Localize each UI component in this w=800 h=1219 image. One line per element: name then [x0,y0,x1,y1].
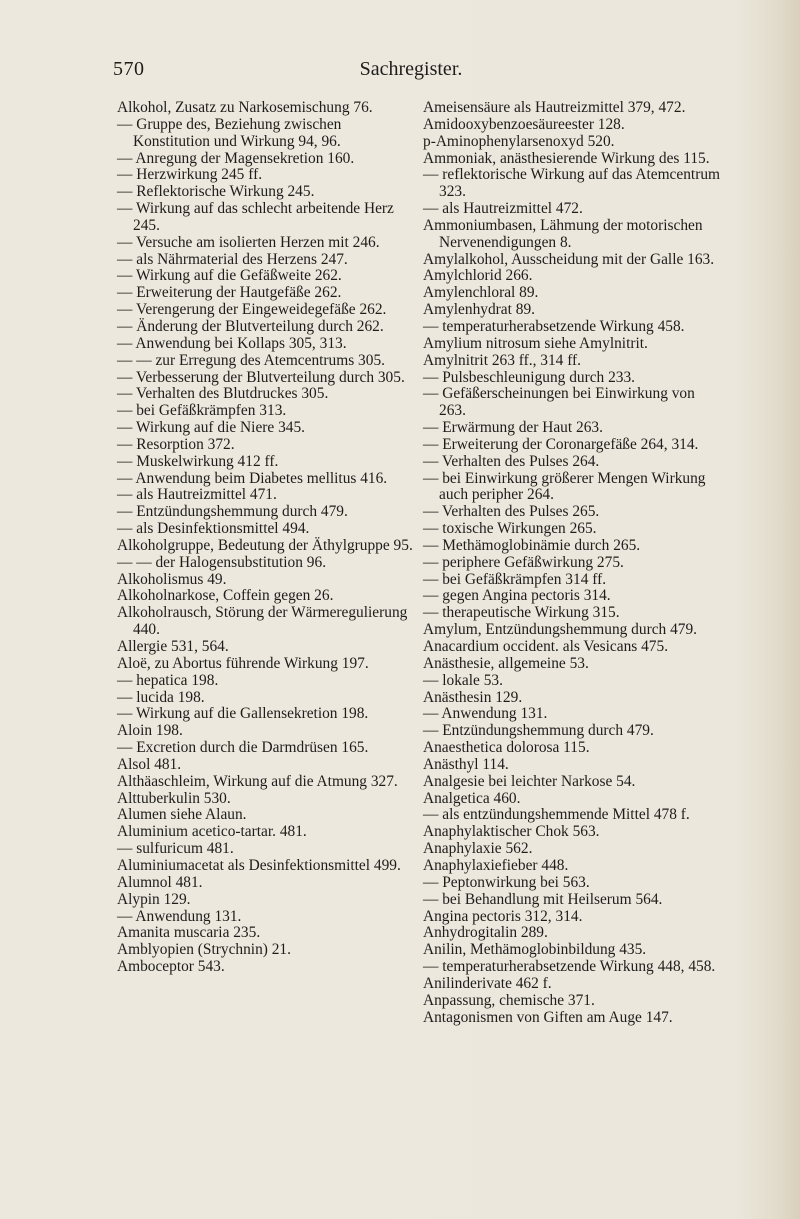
index-entry: Amblyopien (Strychnin) 21. [117,941,291,959]
index-entry: — Versuche am isolierten Herzen mit 246. [117,233,380,251]
index-entry: Amylchlorid 266. [423,267,533,285]
index-entry: Amboceptor 543. [117,958,225,976]
index-entry: Aluminium acetico-tartar. 481. [117,823,307,841]
index-entry: — hepatica 198. [117,671,219,689]
index-entry: Allergie 531, 564. [117,638,229,655]
index-entry: — temperaturherabsetzende Wirkung 448, 458. [423,958,716,976]
index-entry: — Wirkung auf die Gefäßweite 262. [117,267,342,285]
index-entry: — bei Gefäßkrämpfen 313. [117,402,287,420]
index-entry: — Anregung der Magensekretion 160. [117,149,355,167]
index-entry: — Reflektorische Wirkung 245. [117,183,315,201]
index-entry: — Verbesserung der Blutverteilung durch 305. [117,368,405,386]
index-column-right [423,100,720,1026]
index-entry: — Wirkung auf das schlecht arbeitende Herz 245. [117,200,394,234]
index-entry: Alkohol, Zusatz zu Narkosemischung 76. [117,99,373,116]
index-entry: Amanita muscaria 235. [117,924,261,942]
index-entry: — Gefäßerscheinungen bei Einwirkung von 263. [423,385,695,420]
index-entry: — — der Halogensubstitution 96. [117,553,327,571]
page-number: 570 [113,58,145,80]
index-entry: Aloë, zu Abortus führende Wirkung 197. [117,654,369,672]
index-entry: Alumen siehe Alaun. [117,806,247,824]
index-entry: — toxische Wirkungen 265. [423,520,597,538]
index-entry: — gegen Angina pectoris 314. [423,587,611,605]
index-entry: — lucida 198. [117,688,205,706]
index-entry: Alttuberkulin 530. [117,789,231,807]
index-entry: — Erweiterung der Coronargefäße 264, 314. [423,435,699,453]
index-entry: — reflektorische Wirkung auf das Atemcentrum 323. [423,166,720,201]
index-entry: — sulfuricum 481. [117,840,234,858]
index-entry: Amylium nitrosum siehe Amylnitrit. [423,334,648,352]
index-entry: Anästhesie, allgemeine 53. [423,654,589,672]
index-entry: Angina pectoris 312, 314. [423,907,583,925]
index-entry: — bei Behandlung mit Heilserum 564. [423,890,663,908]
index-entry: — Verhalten des Blutdruckes 305. [117,385,329,403]
index-entry: Alkoholrausch, Störung der Wärmeregulierung 440. [117,604,408,639]
index-entry: — periphere Gefäßwirkung 275. [423,553,624,571]
index-entry: — Erweiterung der Hautgefäße 262. [117,284,342,302]
index-entry: Aloin 198. [117,722,183,740]
index-entry: Alsol 481. [117,755,182,773]
index-entry: Amidooxybenzoesäureester 128. [423,115,625,133]
index-entry: — Anwendung 131. [117,907,242,925]
index-entry: — als Nährmaterial des Herzens 247. [117,250,348,268]
index-entry: Anacardium occident. als Vesicans 475. [423,638,669,655]
index-entry: — als Desinfektionsmittel 494. [117,520,310,538]
running-title: Sachregister. [359,58,463,80]
index-entry: Antagonismen von Giften am Auge 147. [423,1008,673,1026]
index-entry: Alypin 129. [117,890,191,908]
index-entry: Anästhyl 114. [423,755,509,773]
index-entry: — lokale 53. [423,671,503,689]
index-entry: Anaphylaktischer Chok 563. [423,823,600,841]
index-entry: Ameisensäure als Hautreizmittel 379, 472. [423,99,686,116]
index-entry: p-Aminophenylarsenoxyd 520. [423,132,615,150]
index-entry: Anpassung, chemische 371. [423,991,595,1009]
index-entry: Amylnitrit 263 ff., 314 ff. [423,351,582,369]
index-entry: — Verhalten des Pulses 265. [423,503,600,521]
index-entry: — als Hautreizmittel 472. [423,200,583,218]
index-entry: — Wirkung auf die Niere 345. [117,419,306,437]
index-entry: Althäaschleim, Wirkung auf die Atmung 327. [117,772,398,790]
index-entry: Anaphylaxie 562. [423,840,533,858]
index-entry: — therapeutische Wirkung 315. [423,604,620,622]
index-entry: — Excretion durch die Darmdrüsen 165. [117,739,369,757]
index-entry: Anaphylaxiefieber 448. [423,856,569,874]
index-entry: Alkoholismus 49. [117,570,227,588]
index-entry: — Verhalten des Pulses 264. [423,452,600,470]
index-entry: — Anwendung 131. [423,705,548,723]
index-entry: Ammoniumbasen, Lähmung der motorischen Nervenendigungen 8. [423,216,703,251]
index-entry: — Anwendung bei Kollaps 305, 313. [117,334,347,352]
index-entry: Anilin, Methämoglobinbildung 435. [423,941,647,959]
index-entry: — als entzündungshemmende Mittel 478 f. [423,806,690,824]
index-entry: Ammoniak, anästhesierende Wirkung des 115. [423,149,710,167]
index-entry: Alumnol 481. [117,873,203,891]
index-entry: — Methämoglobinämie durch 265. [423,536,641,554]
index-entry: — Verengerung der Eingeweidegefäße 262. [117,301,387,319]
index-entry: — Pulsbeschleunigung durch 233. [423,368,636,386]
index-entry: — bei Einwirkung größerer Mengen Wirkung auch peripher 264. [423,469,706,504]
index-entry: — Muskelwirkung 412 ff. [117,452,279,470]
index-entry: Anaesthetica dolorosa 115. [423,739,590,757]
index-column-left [117,100,413,976]
index-entry: — Entzündungshemmung durch 479. [423,722,654,740]
index-entry: — Wirkung auf die Gallensekretion 198. [117,705,369,723]
page-header [113,58,709,84]
index-entry: — Resorption 372. [117,435,235,453]
index-entry: Amylenchloral 89. [423,284,539,302]
index-entry: Amylenhydrat 89. [423,301,535,319]
index-entry: Anilinderivate 462 f. [423,974,552,992]
index-entry: — temperaturherabsetzende Wirkung 458. [423,317,685,335]
index-entry: Analgetica 460. [423,789,521,807]
index-entry: — Gruppe des, Beziehung zwischen Konstitution und Wirkung 94, 96. [117,115,342,150]
index-entry: — Entzündungshemmung durch 479. [117,503,348,521]
index-entry: — — zur Erregung des Atemcentrums 305. [117,351,385,369]
index-entry: Alkoholnarkose, Coffein gegen 26. [117,587,334,605]
index-entry: Anhydrogitalin 289. [423,924,548,942]
index-entry: — Erwärmung der Haut 263. [423,419,603,437]
index-entry: Amylalkohol, Ausscheidung mit der Galle 163. [423,250,715,268]
index-entry: — als Hautreizmittel 471. [117,486,277,504]
index-entry: Alkoholgruppe, Bedeutung der Äthylgruppe 95. [117,536,413,554]
index-entry: — Herzwirkung 245 ff. [117,166,263,184]
index-entry: — bei Gefäßkrämpfen 314 ff. [423,570,607,588]
index-entry: Amylum, Entzündungshemmung durch 479. [423,621,698,639]
index-entry: — Peptonwirkung bei 563. [423,873,590,891]
index-entry: — Anwendung beim Diabetes mellitus 416. [117,469,388,487]
index-entry: — Änderung der Blutverteilung durch 262. [117,317,384,335]
index-entry: Analgesie bei leichter Narkose 54. [423,772,636,790]
index-entry: Aluminiumacetat als Desinfektionsmittel 499. [117,856,401,874]
index-entry: Anästhesin 129. [423,688,523,706]
